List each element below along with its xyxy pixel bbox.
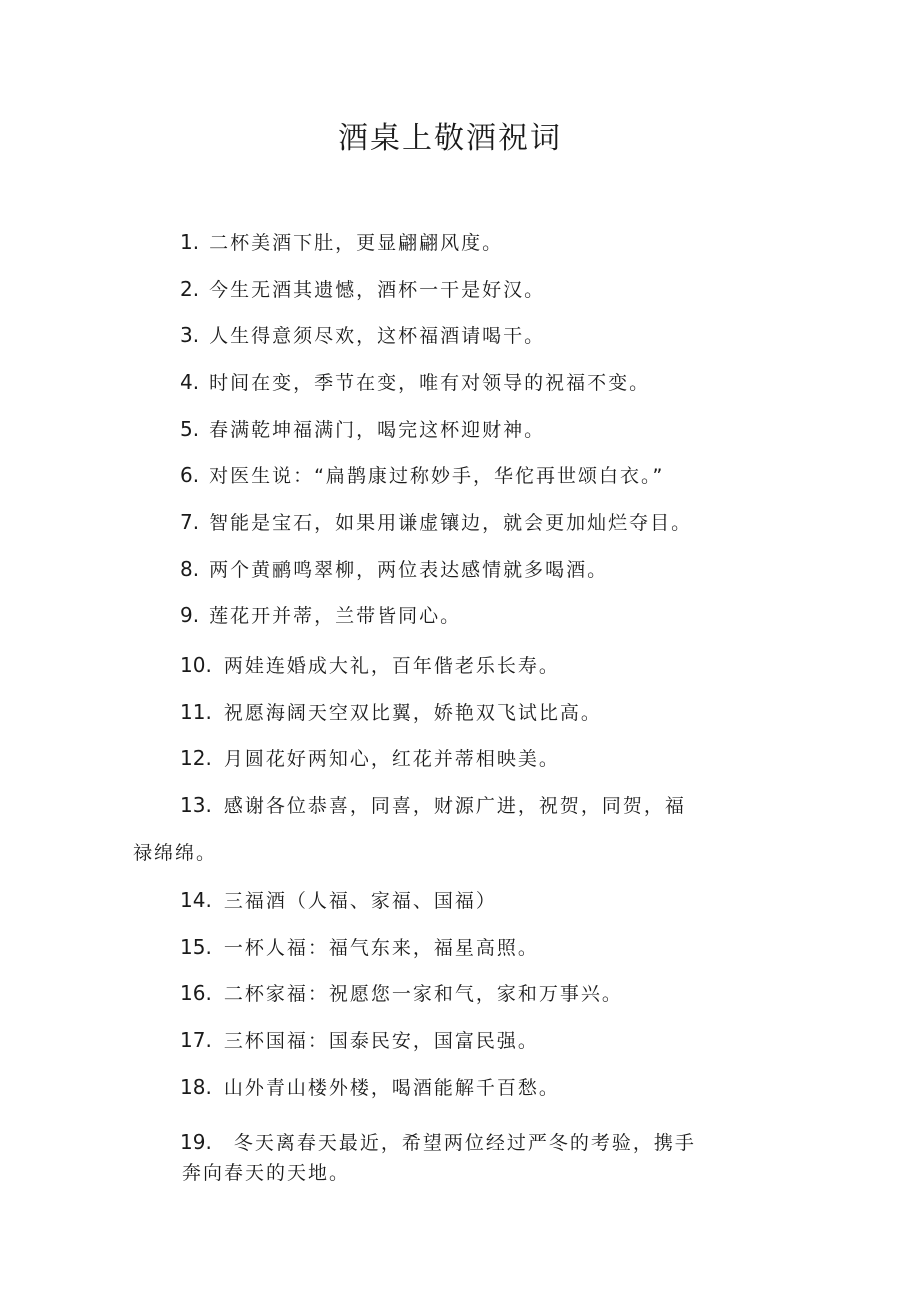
item-number: 1. — [180, 230, 200, 254]
list-item — [180, 228, 503, 255]
item-text: 莲花开并蒂，兰带皆同心。 — [209, 605, 462, 627]
item-number: 18. — [180, 1075, 212, 1099]
item-text: 月圆花好两知心，红花并蒂相映美。 — [223, 748, 560, 770]
list-item — [180, 321, 545, 348]
item-text: 春满乾坤福满门，喝完这杯迎财神。 — [209, 419, 546, 441]
list-item — [180, 415, 545, 442]
item-text: 时间在变，季节在变，唯有对领导的祝福不变。 — [209, 372, 651, 394]
list-item-continuation: 禄绵绵。 — [133, 842, 218, 864]
item-number: 12. — [180, 746, 212, 770]
item-text: 人生得意须尽欢，这杯福酒请喝干。 — [209, 325, 546, 347]
item-text: 三杯国福：国泰民安，国富民强。 — [223, 1030, 539, 1052]
item-number: 3. — [180, 323, 200, 347]
list-item — [180, 275, 545, 302]
item-text: 今生无酒其遗憾，酒杯一干是好汉。 — [209, 279, 546, 301]
item-number: 7. — [180, 510, 200, 534]
list-item — [180, 368, 650, 395]
list-item — [180, 886, 497, 913]
list-item-continuation: 奔向春天的天地。 — [182, 1162, 351, 1184]
item-number: 10. — [180, 653, 212, 677]
item-text: 两娃连婚成大礼，百年偕老乐长寿。 — [223, 655, 560, 677]
item-number: 4. — [180, 370, 200, 394]
list-item — [180, 933, 539, 960]
list-item — [180, 744, 560, 771]
item-number: 16. — [180, 981, 212, 1005]
item-number: 11. — [180, 700, 212, 724]
item-number: 19. — [180, 1130, 212, 1154]
list-item — [180, 555, 608, 582]
item-number: 9. — [180, 603, 200, 627]
item-text: 智能是宝石，如果用谦虚镶边，就会更加灿烂夺目。 — [209, 512, 693, 534]
item-text: 两个黄鹂鸣翠柳，两位表达感情就多喝酒。 — [209, 559, 609, 581]
item-text: 山外青山楼外楼，喝酒能解千百愁。 — [223, 1077, 560, 1099]
item-number: 2. — [180, 277, 200, 301]
list-item — [180, 1073, 560, 1100]
list-item — [180, 1128, 696, 1155]
item-number: 15. — [180, 935, 212, 959]
item-number: 6. — [180, 463, 200, 487]
list-item — [180, 601, 461, 628]
item-number: 14. — [180, 888, 212, 912]
list-item — [180, 508, 692, 535]
item-text: 二杯家福：祝愿您一家和气，家和万事兴。 — [223, 983, 623, 1005]
page-title: 酒桌上敬酒祝词 — [338, 121, 562, 156]
item-text: 三福酒（人福、家福、国福） — [223, 890, 497, 912]
item-text: 感谢各位恭喜，同喜，财源广进，祝贺，同贺，福 — [223, 795, 686, 817]
item-number: 5. — [180, 417, 200, 441]
item-number: 13. — [180, 793, 212, 817]
list-item — [180, 979, 623, 1006]
list-item — [180, 461, 664, 488]
list-item — [180, 698, 602, 725]
item-text: 二杯美酒下肚，更显翩翩风度。 — [209, 232, 504, 254]
list-item — [180, 1026, 539, 1053]
item-text: 一杯人福：福气东来，福星高照。 — [223, 937, 539, 959]
item-number: 17. — [180, 1028, 212, 1052]
item-text: 冬天离春天最近，希望两位经过严冬的考验，携手 — [233, 1132, 696, 1154]
item-text: 对医生说：“扁鹊康过称妙手，华佗再世颂白衣。” — [209, 465, 665, 487]
list-item — [180, 651, 560, 678]
list-item — [180, 791, 686, 818]
item-text: 祝愿海阔天空双比翼，娇艳双飞试比高。 — [223, 702, 602, 724]
item-number: 8. — [180, 557, 200, 581]
